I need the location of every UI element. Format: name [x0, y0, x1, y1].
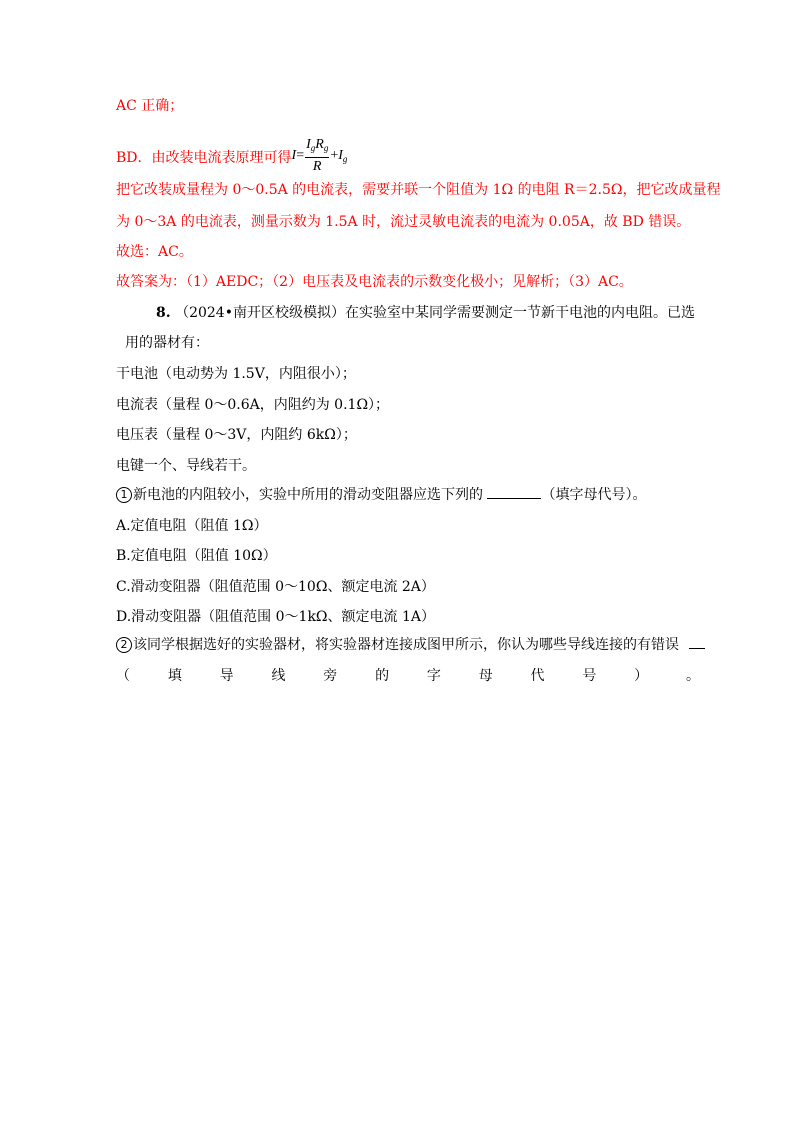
numerator-i: I: [306, 137, 311, 152]
sub-question-1: [116, 484, 646, 505]
formula-plus: +: [330, 148, 339, 164]
circled-number-2: 2: [116, 637, 132, 653]
current-formula: [292, 136, 348, 176]
numerator-r: R: [315, 137, 324, 152]
sub-question-1-text: 新电池的内阻较小，实验中所用的滑动变阻器应选下列的: [133, 487, 483, 503]
tail-char: 母: [478, 668, 493, 684]
answer-blank-1[interactable]: [487, 484, 541, 499]
tail-char: ）: [634, 668, 649, 684]
option-item: D.滑动变阻器（阻值范围 0～1kΩ、额定电流 1A）: [116, 609, 435, 625]
tail-char: （: [116, 668, 130, 684]
formula-equals: =: [296, 148, 305, 164]
tail-char: 字: [426, 668, 441, 684]
formula-fraction: [305, 136, 329, 176]
tail-char: 代: [530, 668, 545, 684]
answer-explain-line2: 为 0～3A 的电流表，测量示数为 1.5A 时，流过灵敏电流表的电流为 0.05A，故 BD 错误。: [116, 214, 691, 230]
question-number: 8.: [156, 305, 171, 321]
answer-blank-2[interactable]: [689, 634, 705, 649]
formula-lhs: I: [291, 148, 297, 164]
option-item: B.定值电阻（阻值 10Ω）: [116, 548, 277, 564]
sub-question-2-tail: [116, 666, 700, 686]
material-item: 电压表（量程 0～3V，内阻约 6kΩ）；: [116, 427, 357, 443]
tail-char: 的: [375, 668, 390, 684]
sub-question-2: [116, 634, 705, 655]
formula-tail-sub: g: [342, 154, 348, 165]
answer-bd-line: [116, 138, 347, 178]
tail-char: 导: [219, 668, 234, 684]
answer-bd-prefix: BD．由改装电流表原理可得: [116, 150, 292, 166]
question-intro-cont: 用的器材有：: [125, 335, 209, 351]
numerator-i-sub: g: [310, 143, 316, 153]
tail-char: 线: [271, 668, 286, 684]
tail-char: 填: [167, 668, 182, 684]
sub-question-2-text: 该同学根据选好的实验器材，将实验器材连接成图甲所示，你认为哪些导线连接的有错误: [133, 637, 679, 653]
answer-ac-correct: AC 正确；: [116, 98, 184, 114]
formula-tail: I: [338, 148, 343, 164]
tail-char: 。: [685, 668, 700, 684]
question-intro: （2024•南开区校级模拟）在实验室中某同学需要测定一节新干电池的内电阻。已选: [175, 305, 695, 321]
answer-choose: 故选：AC。: [116, 244, 193, 260]
material-item: 电流表（量程 0～0.6A，内阻约为 0.1Ω）；: [116, 397, 390, 413]
material-item: 干电池（电动势为 1.5V，内阻很小）；: [116, 366, 356, 382]
formula-numerator: [305, 136, 329, 158]
numerator-r-sub: g: [323, 143, 329, 153]
question8-intro-line: [156, 303, 695, 323]
option-item: C.滑动变阻器（阻值范围 0～10Ω、额定电流 2A）: [116, 579, 435, 595]
sub-question-1-tail: （填字母代号）。: [541, 487, 647, 503]
formula-denominator: R: [312, 159, 322, 174]
option-item: A.定值电阻（阻值 1Ω）: [116, 518, 268, 534]
material-item: 电键一个、导线若干。: [116, 458, 256, 474]
answer-final: 故答案为：（1）AEDC；（2）电压表及电流表的示数变化极小；见解析；（3）AC。: [116, 274, 633, 290]
circled-number-1: 1: [116, 487, 132, 503]
answer-explain-line1: 把它改装成量程为 0～0.5A 的电流表，需要并联一个阻值为 1Ω 的电阻 R＝2.5Ω，把它改成量程: [116, 182, 721, 198]
tail-char: 旁: [323, 668, 338, 684]
tail-char: 号: [582, 668, 597, 684]
